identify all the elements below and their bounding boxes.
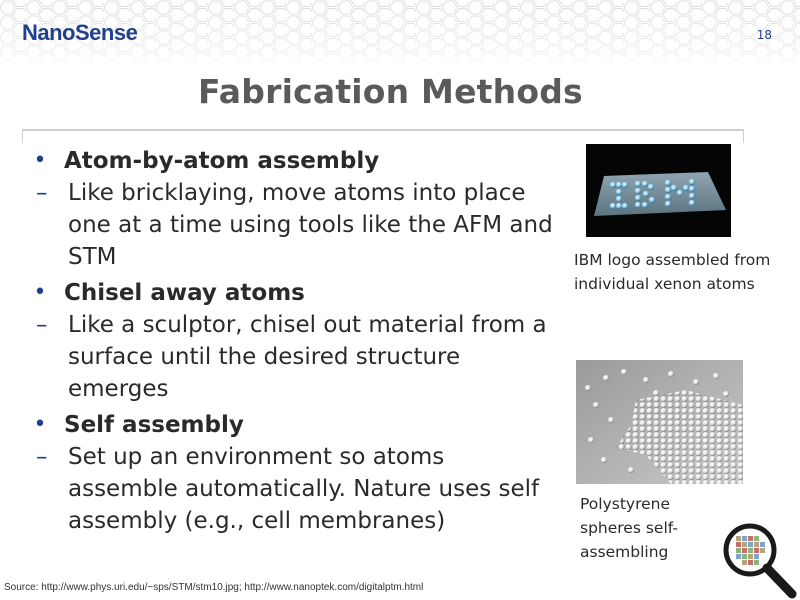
brand-logo: NanoSense [22, 20, 138, 45]
bullet-heading-row [30, 145, 560, 177]
bullet-heading: Self assembly [64, 412, 244, 438]
bullet-marker: • [33, 280, 47, 305]
bullet-heading: Atom-by-atom assembly [64, 148, 380, 174]
bullet-item [30, 145, 560, 273]
ibm-image-caption: IBM logo assembled from individual xenon atoms [574, 251, 771, 293]
bullet-detail-row [30, 177, 560, 273]
bullet-heading-row [30, 409, 560, 441]
bullet-marker: • [33, 148, 47, 173]
title-divider [22, 129, 744, 131]
polystyrene-image-caption: Polystyrene spheres self-assembling [580, 495, 678, 561]
polystyrene-spheres-image [576, 360, 743, 484]
sub-bullet-marker: – [36, 312, 48, 338]
magnifying-glass-icon [720, 518, 800, 600]
bullet-marker: • [33, 412, 47, 437]
ibm-xenon-atoms-image [586, 144, 731, 237]
bullet-heading-row [30, 277, 560, 309]
title-divider-right-tick [743, 129, 744, 143]
header-band [0, 0, 800, 66]
sub-bullet-marker: – [36, 180, 48, 206]
bullet-item [30, 409, 560, 537]
bullet-detail-row [30, 309, 560, 405]
bullet-list [30, 145, 560, 541]
bullet-heading: Chisel away atoms [64, 280, 305, 306]
sub-bullet-marker: – [36, 444, 48, 470]
source-citation: Source: http://www.phys.uri.edu/~sps/STM/stm10.jpg; http://www.nanoptek.com/digitalptm.html [4, 582, 424, 593]
bullet-detail: Like a sculptor, chisel out material from a surface until the desired structure emerges [68, 312, 547, 402]
title-divider-left-tick [22, 129, 23, 143]
bullet-detail-row [30, 441, 560, 537]
page-number: 18 [756, 28, 772, 42]
slide-title: Fabrication Methods [198, 72, 583, 111]
bullet-detail: Set up an environment so atoms assemble automatically. Nature uses self assembly (e.g., cell membranes) [68, 444, 540, 534]
bullet-item [30, 277, 560, 405]
bullet-detail: Like bricklaying, move atoms into place one at a time using tools like the AFM and STM [68, 180, 553, 270]
